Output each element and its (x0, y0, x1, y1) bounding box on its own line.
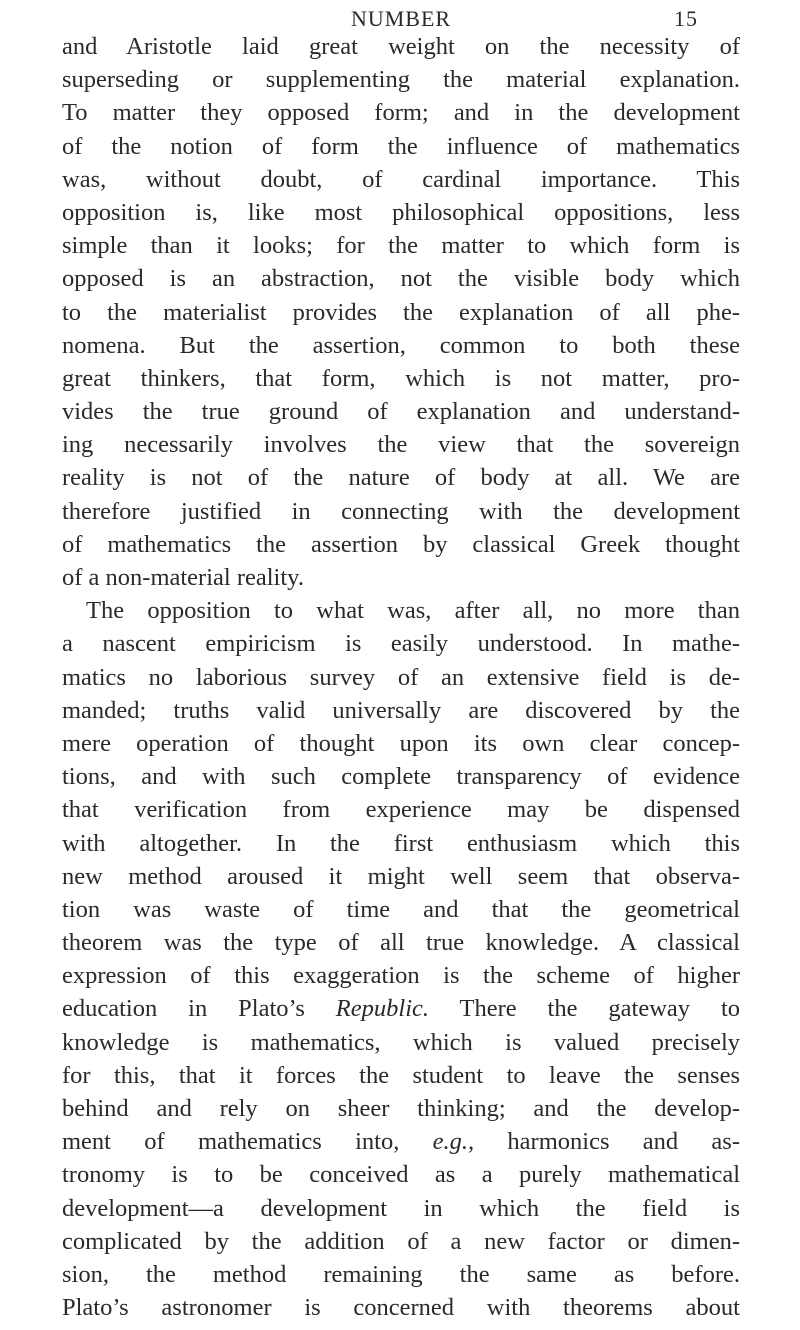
text-line (62, 1192, 740, 1225)
text-segment: tions, and with such complete transparency of evidence (62, 763, 740, 791)
text-segment: There the gateway to (429, 995, 741, 1023)
text-segment: to the materialist provides the explanation of all phe- (62, 298, 740, 326)
text-segment: great thinkers, that form, which is not matter, pro- (62, 364, 740, 392)
text-segment: To matter they opposed form; and in the development (62, 99, 740, 127)
text-line (62, 793, 740, 826)
text-segment: knowledge is mathematics, which is valued precisely (62, 1028, 740, 1056)
text-line (62, 495, 740, 528)
text-segment: tronomy is to be conceived as a purely mathematical (62, 1161, 740, 1189)
text-segment: a nascent empiricism is easily understood. In mathe- (62, 630, 740, 658)
text-segment: with altogether. In the first enthusiasm which this (62, 829, 740, 857)
text-segment: of a non-material reality. (62, 564, 304, 591)
text-segment: superseding or supplementing the material explanation. (62, 66, 740, 94)
text-line (62, 63, 740, 96)
text-line (62, 827, 740, 860)
text-segment: ment of mathematics into, (62, 1128, 433, 1156)
text-line (62, 461, 740, 494)
text-line (62, 561, 740, 594)
text-segment: Plato’s astronomer is concerned with theorems about (62, 1294, 740, 1322)
text-segment: theorem was the type of all true knowledge. A classical (62, 929, 740, 957)
body-text (62, 30, 740, 1324)
text-line (62, 163, 740, 196)
text-line (62, 130, 740, 163)
text-segment: for this, that it forces the student to leave the senses (62, 1061, 740, 1089)
text-line (62, 627, 740, 660)
text-line (62, 1125, 740, 1158)
text-segment: that verification from experience may be dispensed (62, 796, 740, 824)
text-line (62, 727, 740, 760)
text-line (62, 1092, 740, 1125)
text-line (62, 959, 740, 992)
text-line (62, 395, 740, 428)
text-segment: opposition is, like most philosophical oppositions, less (62, 198, 740, 226)
text-segment: opposed is an abstraction, not the visible body which (62, 265, 740, 293)
text-segment: reality is not of the nature of body at all. We are (62, 464, 740, 492)
text-segment: was, without doubt, of cardinal importance. This (62, 165, 740, 193)
text-line (62, 1158, 740, 1191)
text-line (62, 760, 740, 793)
text-segment: simple than it looks; for the matter to which form is (62, 232, 740, 260)
text-segment: of mathematics the assertion by classical Greek thought (62, 530, 740, 558)
text-segment: manded; truths valid universally are discovered by the (62, 696, 740, 724)
text-line (62, 1258, 740, 1291)
text-segment: The opposition to what was, after all, no more than (86, 597, 740, 625)
text-line (62, 926, 740, 959)
text-line (62, 428, 740, 461)
text-line (62, 262, 740, 295)
text-line (62, 893, 740, 926)
text-segment: ing necessarily involves the view that the sovereign (62, 431, 740, 459)
text-line (62, 296, 740, 329)
text-line (62, 528, 740, 561)
text-line (62, 860, 740, 893)
text-segment: tion was waste of time and that the geometrical (62, 895, 740, 923)
text-line (62, 362, 740, 395)
text-segment: nomena. But the assertion, common to both these (62, 331, 740, 359)
text-line (62, 594, 740, 627)
text-line (62, 229, 740, 262)
page-number: 15 (674, 6, 698, 31)
text-segment: vides the true ground of explanation and understand- (62, 398, 740, 426)
italic-text: Republic. (335, 995, 429, 1023)
text-line (62, 329, 740, 362)
text-segment: education in Plato’s (62, 995, 336, 1023)
running-title: NUMBER (350, 6, 452, 31)
text-line (62, 1225, 740, 1258)
text-segment: mere operation of thought upon its own clear concep- (62, 729, 740, 757)
text-segment: behind and rely on sheer thinking; and the develop- (62, 1095, 740, 1122)
text-line (62, 661, 740, 694)
text-segment: harmonics and as- (474, 1128, 740, 1156)
text-segment: of the notion of form the influence of mathematics (62, 132, 740, 160)
text-segment: complicated by the addition of a new factor or dimen- (62, 1227, 740, 1255)
text-line (62, 1059, 740, 1092)
text-line (62, 1026, 740, 1059)
text-segment: and Aristotle laid great weight on the necessity of (62, 33, 740, 60)
text-segment: expression of this exaggeration is the scheme of higher (62, 962, 740, 990)
text-line (62, 196, 740, 229)
text-line (62, 30, 740, 63)
text-segment: development—a development in which the field is (62, 1194, 740, 1222)
text-line (62, 1291, 740, 1324)
text-line (62, 992, 740, 1025)
text-segment: new method aroused it might well seem that observa- (62, 862, 740, 890)
text-line (62, 96, 740, 129)
text-segment: matics no laborious survey of an extensive field is de- (62, 663, 740, 691)
text-segment: sion, the method remaining the same as before. (62, 1260, 740, 1288)
italic-text: e.g., (432, 1128, 475, 1156)
text-line (62, 694, 740, 727)
text-segment: therefore justified in connecting with the development (62, 497, 740, 525)
